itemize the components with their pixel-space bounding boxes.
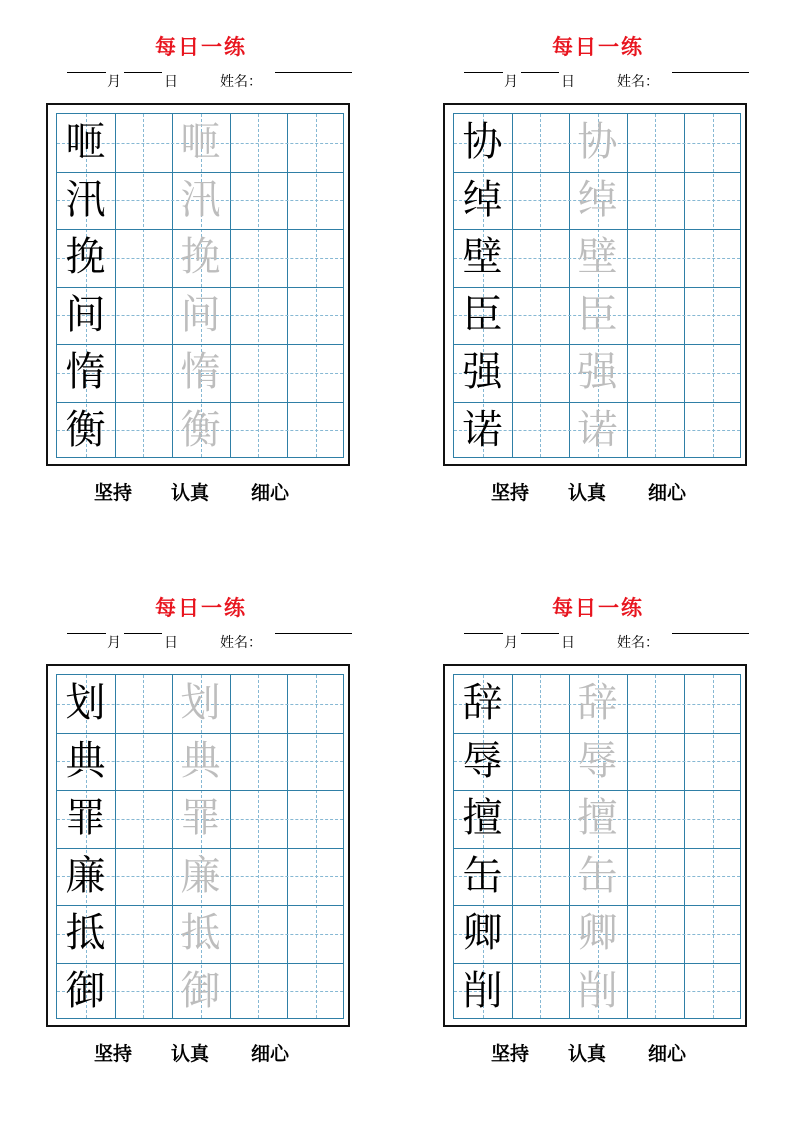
date-name-row [46,70,356,94]
trace-character: 诺 [577,406,618,453]
trace-character: 汛 [180,176,221,223]
grid-column-line [512,675,513,1018]
grid-guide-vertical [143,675,144,1018]
grid-column-line [230,114,231,457]
motto-word: 细心 [251,482,290,504]
trace-character: 辞 [577,680,618,726]
grid-column-line [287,675,288,1018]
model-character: 协 [462,119,503,165]
motto-word: 认真 [171,482,210,504]
grid-guide-vertical [316,675,317,1018]
model-character: 壁 [462,234,503,280]
grid-column-line [115,114,116,457]
trace-character: 削 [577,967,618,1014]
date-name-row [46,631,356,655]
worksheet-title: 每日一练 [552,35,644,59]
motto-word: 细心 [648,482,687,504]
grid-guide-vertical [655,675,656,1018]
day-label: 日 [164,635,178,651]
tianzige-grid [453,113,741,458]
trace-character: 挽 [180,234,221,280]
tianzige-grid [56,113,344,458]
grid-column-line [230,675,231,1018]
motto-word: 坚持 [94,482,133,504]
day-blank[interactable] [124,72,162,73]
grid-guide-vertical [655,114,656,457]
model-character: 卿 [462,910,503,956]
name-label: 姓名： [220,635,262,651]
month-blank[interactable] [67,633,106,634]
grid-guide-vertical [316,114,317,457]
grid-guide-vertical [540,675,541,1018]
worksheet-panel [46,0,356,504]
worksheet-title: 每日一练 [155,35,247,59]
day-blank[interactable] [521,633,559,634]
grid-column-line [627,114,628,457]
model-character: 缶 [462,852,503,899]
trace-character: 抵 [180,910,221,956]
trace-character: 绰 [577,176,618,223]
model-character: 廉 [65,852,106,899]
grid-guide-vertical [258,675,259,1018]
grid-column-line [512,114,513,457]
name-blank[interactable] [672,72,749,73]
motto-word: 细心 [251,1043,290,1065]
trace-character: 间 [180,291,221,338]
motto-word: 细心 [648,1043,687,1065]
motto-row [46,1039,356,1069]
trace-character: 划 [180,680,221,726]
tianzige-grid [453,674,741,1019]
trace-character: 罪 [180,795,221,841]
trace-character: 典 [180,737,221,784]
grid-column-line [684,114,685,457]
model-character: 间 [65,291,106,338]
month-blank[interactable] [464,72,503,73]
worksheet-panel [443,561,753,1065]
model-character: 诺 [462,406,503,453]
model-character: 御 [65,967,106,1014]
model-character: 罪 [65,795,106,841]
trace-character: 辱 [577,737,618,784]
month-label: 月 [504,635,518,651]
trace-character: 缶 [577,852,618,899]
model-character: 汛 [65,176,106,223]
motto-word: 认真 [568,482,607,504]
motto-word: 坚持 [94,1043,133,1065]
model-character: 臣 [462,291,503,338]
grid-guide-vertical [713,114,714,457]
model-character: 抵 [65,910,106,956]
model-character: 惰 [65,349,106,395]
model-character: 绰 [462,176,503,223]
trace-character: 廉 [180,852,221,899]
practice-sheet-frame [443,103,747,466]
name-blank[interactable] [275,633,352,634]
trace-character: 咂 [180,119,221,165]
worksheet-panel [443,0,753,504]
date-name-row [443,70,753,94]
grid-column-line [287,114,288,457]
trace-character: 衡 [180,406,221,453]
trace-character: 壁 [577,234,618,280]
month-label: 月 [504,74,518,90]
name-label: 姓名： [220,74,262,90]
name-blank[interactable] [275,72,352,73]
practice-sheet-frame [46,103,350,466]
name-blank[interactable] [672,633,749,634]
month-label: 月 [107,635,121,651]
day-label: 日 [561,74,575,90]
grid-column-line [684,675,685,1018]
day-blank[interactable] [521,72,559,73]
trace-character: 惰 [180,349,221,395]
practice-sheet-frame [46,664,350,1027]
month-blank[interactable] [464,633,503,634]
trace-character: 臣 [577,291,618,338]
grid-guide-vertical [143,114,144,457]
tianzige-grid [56,674,344,1019]
model-character: 辱 [462,737,503,784]
month-label: 月 [107,74,121,90]
trace-character: 御 [180,967,221,1014]
date-name-row [443,631,753,655]
motto-word: 坚持 [491,1043,530,1065]
grid-guide-vertical [540,114,541,457]
motto-word: 认真 [171,1043,210,1065]
trace-character: 卿 [577,910,618,956]
trace-character: 强 [577,349,618,395]
model-character: 强 [462,349,503,395]
trace-character: 擅 [577,795,618,841]
name-label: 姓名： [617,74,659,90]
grid-column-line [627,675,628,1018]
model-character: 挽 [65,234,106,280]
motto-row [46,478,356,508]
grid-column-line [115,675,116,1018]
model-character: 典 [65,737,106,784]
model-character: 划 [65,680,106,726]
day-label: 日 [561,635,575,651]
model-character: 辞 [462,680,503,726]
trace-character: 协 [577,119,618,165]
worksheet-panel [46,561,356,1065]
day-blank[interactable] [124,633,162,634]
model-character: 削 [462,967,503,1014]
name-label: 姓名： [617,635,659,651]
motto-row [443,478,753,508]
model-character: 擅 [462,795,503,841]
motto-row [443,1039,753,1069]
month-blank[interactable] [67,72,106,73]
worksheet-title: 每日一练 [155,596,247,620]
motto-word: 认真 [568,1043,607,1065]
day-label: 日 [164,74,178,90]
practice-sheet-frame [443,664,747,1027]
motto-word: 坚持 [491,482,530,504]
grid-guide-vertical [713,675,714,1018]
model-character: 衡 [65,406,106,453]
worksheet-title: 每日一练 [552,596,644,620]
model-character: 咂 [65,119,106,165]
grid-guide-vertical [258,114,259,457]
